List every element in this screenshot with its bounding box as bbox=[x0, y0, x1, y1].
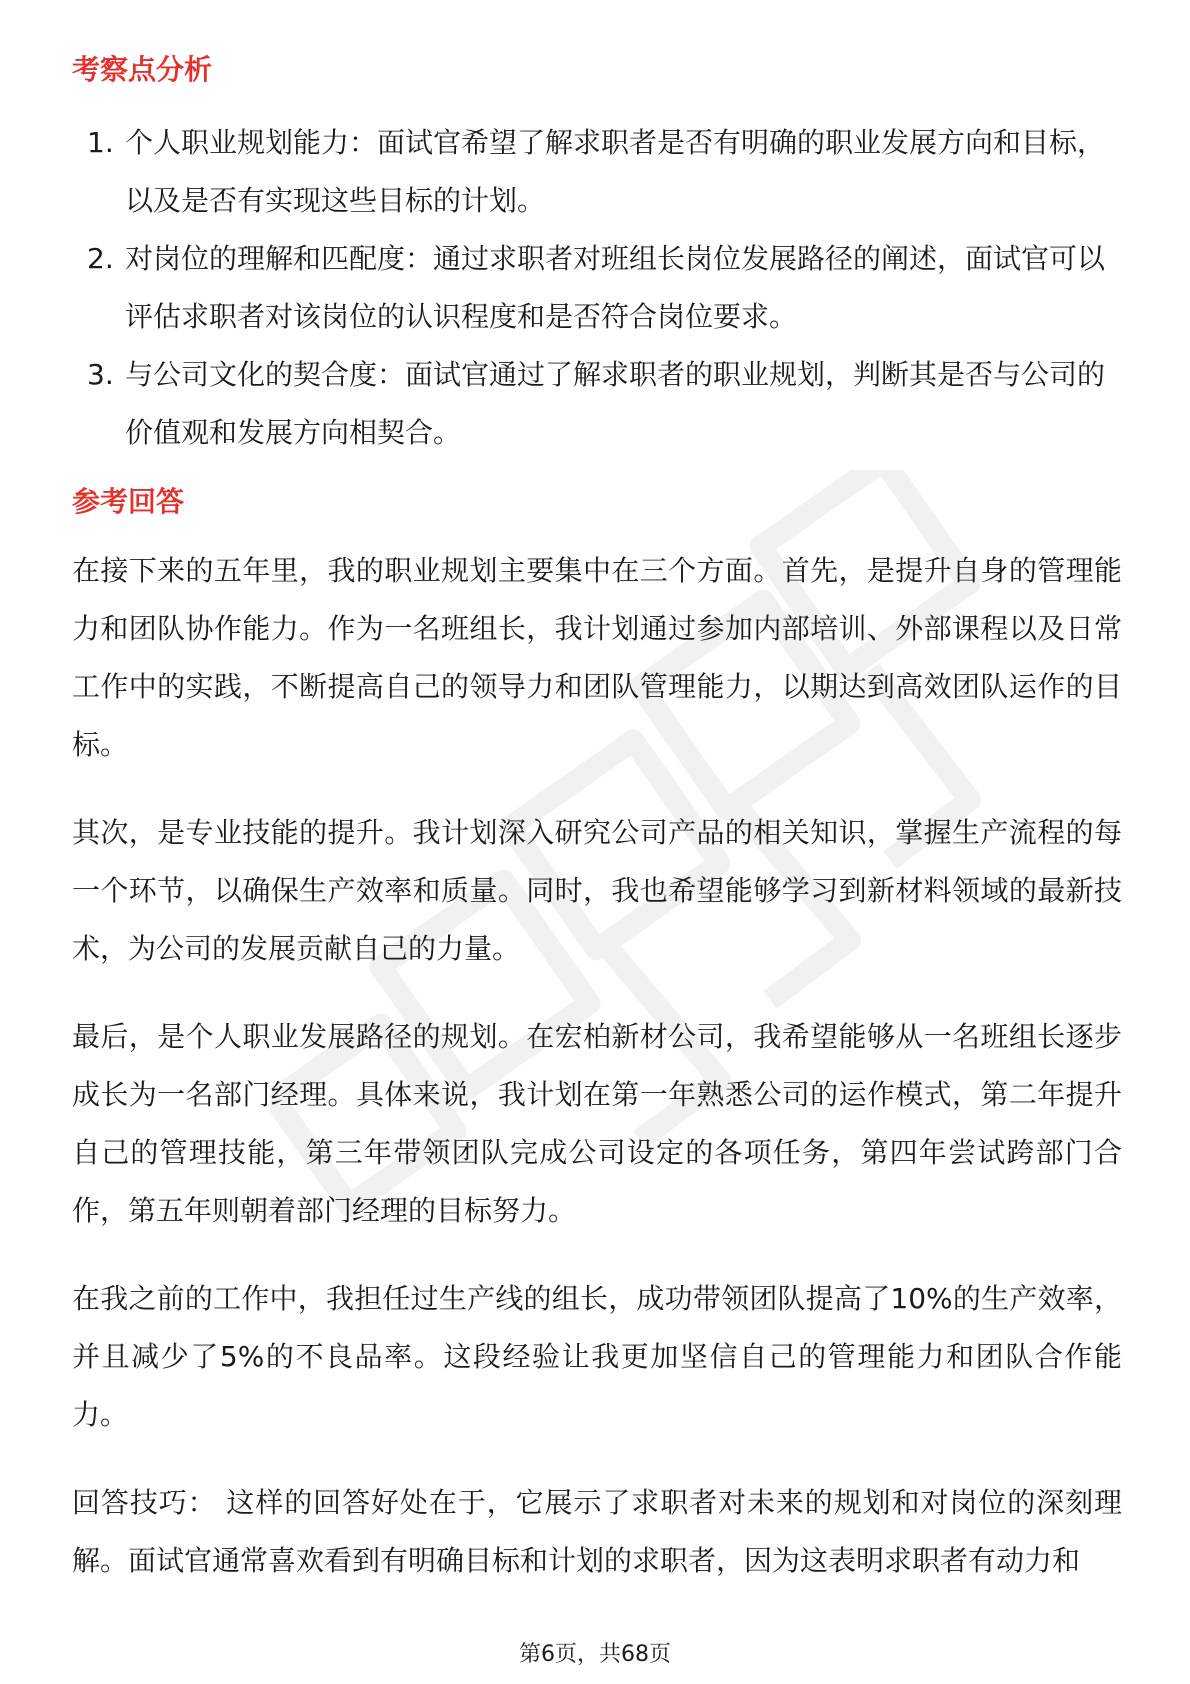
answer-paragraph: 在我之前的工作中，我担任过生产线的组长，成功带领团队提高了10%的生产效率，并且减少了5%的不良品率。这段经验让我更加坚信自己的管理能力和团队合作能力。 bbox=[72, 1282, 1122, 1431]
answer-paragraph: 在接下来的五年里，我的职业规划主要集中在三个方面。首先，是提升自身的管理能力和团队协作能力。作为一名班组长，我计划通过参加内部培训、外部课程以及日常工作中的实践，不断提高自己的领导力和团队管理能力，以期达到高效团队运作的目标。 bbox=[72, 554, 1122, 761]
analysis-point bbox=[72, 230, 1122, 346]
analysis-list bbox=[72, 114, 1122, 462]
content-area bbox=[72, 50, 1122, 1590]
answer-tips-paragraph: 回答技巧： 这样的回答好处在于，它展示了求职者对未来的规划和对岗位的深刻理解。面试官通常喜欢看到有明确目标和计划的求职者，因为这表明求职者有动力和 bbox=[72, 1486, 1122, 1577]
answer-paragraph: 其次，是专业技能的提升。我计划深入研究公司产品的相关知识，掌握生产流程的每一个环节，以确保生产效率和质量。同时，我也希望能够学习到新材料领域的最新技术，为公司的发展贡献自己的力量。 bbox=[72, 816, 1122, 965]
analysis-point bbox=[72, 114, 1122, 230]
reference-heading: 参考回答 bbox=[72, 485, 185, 518]
point-number: 1. bbox=[87, 126, 114, 159]
point-text: 与公司文化的契合度：面试官通过了解求职者的职业规划，判断其是否与公司的价值观和发展方向相契合。 bbox=[125, 358, 1106, 449]
page-number: 第6页，共68页 bbox=[519, 1642, 671, 1667]
answer-paragraph: 最后，是个人职业发展路径的规划。在宏柏新材公司，我希望能够从一名班组长逐步成长为一名部门经理。具体来说，我计划在第一年熟悉公司的运作模式，第二年提升自己的管理技能，第三年带领团队完成公司设定的各项任务，第四年尝试跨部门合作，第五年则朝着部门经理的目标努力。 bbox=[72, 1020, 1122, 1227]
point-number: 3. bbox=[87, 358, 114, 391]
point-text: 对岗位的理解和匹配度：通过求职者对班组长岗位发展路径的阐述，面试官可以评估求职者对该岗位的认识程度和是否符合岗位要求。 bbox=[125, 242, 1106, 333]
point-text: 个人职业规划能力：面试官希望了解求职者是否有明确的职业发展方向和目标，以及是否有实现这些目标的计划。 bbox=[125, 126, 1106, 217]
point-number: 2. bbox=[87, 242, 114, 275]
analysis-point bbox=[72, 346, 1122, 462]
analysis-heading: 考察点分析 bbox=[72, 53, 213, 86]
